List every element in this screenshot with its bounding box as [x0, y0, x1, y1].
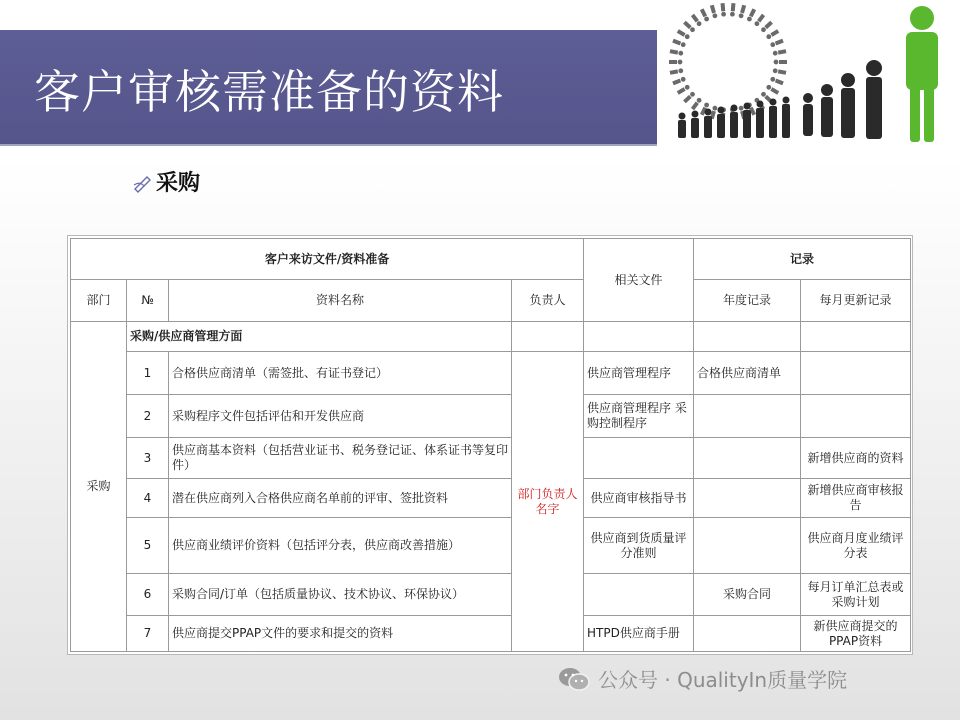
ring-figure-head — [685, 34, 690, 39]
ring-figure-body — [670, 69, 679, 74]
ring-figure-head — [713, 106, 718, 111]
row-figure-head — [744, 103, 751, 110]
header-monthly: 每月更新记录 — [801, 280, 911, 322]
row-related: 供应商审核指导书 — [584, 479, 694, 518]
row-name: 供应商提交PPAP文件的要求和提交的资料 — [169, 616, 512, 652]
row-monthly — [801, 395, 911, 438]
row-figure-body — [717, 114, 725, 138]
table-row — [71, 352, 911, 395]
header-yearly: 年度记录 — [694, 280, 801, 322]
ring-figure-head — [730, 12, 735, 17]
title-band — [0, 30, 657, 146]
row-related — [584, 438, 694, 479]
ring-figure-body — [683, 21, 692, 29]
header-related-docs: 相关文件 — [584, 239, 694, 322]
ring-figure-head — [773, 68, 778, 73]
ring-figure-head — [690, 92, 695, 97]
ring-figure-body — [691, 102, 699, 111]
ring-figure-body — [672, 39, 681, 46]
row-related: 供应商到货质量评分准则 — [584, 518, 694, 574]
ring-figure-body — [700, 8, 707, 17]
row-monthly: 供应商月度业绩评分表 — [801, 518, 911, 574]
blank-cell — [801, 322, 911, 352]
section-label: 采购 — [156, 171, 201, 196]
watermark-text: 公众号 · QualityIn质量学院 — [598, 668, 848, 692]
row-yearly: 合格供应商清单 — [694, 352, 801, 395]
row-figure-body — [704, 116, 712, 138]
ring-figure-head — [755, 21, 760, 26]
ring-figure-head — [766, 34, 771, 39]
row-name: 供应商基本资料（包括营业证书、税务登记证、体系证书等复印件） — [169, 438, 512, 479]
ring-figure-body — [677, 29, 686, 37]
ring-figure-body — [721, 3, 726, 11]
row-name: 采购程序文件包括评估和开发供应商 — [169, 395, 512, 438]
ring-figure-head — [761, 92, 766, 97]
people-growth-logo — [660, 0, 960, 150]
row-figure-body — [756, 108, 764, 138]
table-row — [71, 518, 911, 574]
ring-figure-head — [713, 13, 718, 18]
row-related: HTPD供应商手册 — [584, 616, 694, 652]
blank-cell — [584, 322, 694, 352]
row-related: 供应商管理程序 采购控制程序 — [584, 395, 694, 438]
row-monthly — [801, 352, 911, 395]
row-figure-body — [678, 120, 686, 138]
audit-table — [70, 238, 911, 652]
row-monthly: 每月订单汇总表或采购计划 — [801, 574, 911, 616]
header-records: 记录 — [694, 239, 911, 280]
row-no: 5 — [127, 518, 169, 574]
ring-figure-body — [775, 39, 784, 46]
row-figure-head — [718, 107, 725, 114]
row-figure-body — [730, 112, 738, 138]
row-yearly — [694, 438, 801, 479]
ring-figure-body — [770, 87, 779, 95]
ring-figure-head — [739, 13, 744, 18]
row-figure-head — [692, 111, 699, 118]
ring-figure-body — [677, 87, 686, 95]
row-yearly — [694, 518, 801, 574]
row-no: 7 — [127, 616, 169, 652]
ring-figure-head — [704, 17, 709, 22]
ring-figure-head — [678, 60, 683, 65]
ring-figure-head — [770, 77, 775, 82]
subheading-cell: 采购/供应商管理方面 — [127, 322, 512, 352]
row-figure-body — [691, 118, 699, 138]
ring-figure-body — [731, 3, 736, 11]
row-figure-head — [705, 109, 712, 116]
ring-figure-head — [681, 77, 686, 82]
ring-figure-head — [721, 12, 726, 17]
ring-figure-body — [757, 14, 765, 23]
row-related — [584, 574, 694, 616]
ring-figure-body — [778, 69, 787, 74]
header-client-docs: 客户来访文件/资料准备 — [71, 239, 584, 280]
header-no: № — [127, 280, 169, 322]
ring-figure-body — [710, 5, 716, 14]
ring-figure-head — [761, 27, 766, 32]
row-related: 供应商管理程序 — [584, 352, 694, 395]
row-no: 3 — [127, 438, 169, 479]
dept-cell: 采购 — [71, 322, 127, 652]
header-owner: 负责人 — [512, 280, 584, 322]
pen-icon — [132, 171, 154, 193]
row-monthly: 新增供应商的资料 — [801, 438, 911, 479]
row-figure-body — [782, 104, 790, 138]
row-no: 6 — [127, 574, 169, 616]
ring-figure-head — [766, 85, 771, 90]
table-row — [71, 438, 911, 479]
ring-figure-head — [697, 21, 702, 26]
row-figure-head — [757, 101, 764, 108]
ring-figure-body — [764, 21, 773, 29]
ring-figure-head — [685, 85, 690, 90]
ring-figure-head — [770, 42, 775, 47]
row-figure-head — [731, 105, 738, 112]
row-figure-body — [743, 110, 751, 138]
blank-cell — [694, 322, 801, 352]
table-row — [71, 574, 911, 616]
row-name: 供应商业绩评价资料（包括评分表，供应商改善措施） — [169, 518, 512, 574]
ring-figure-head — [678, 68, 683, 73]
ring-figure-head — [690, 27, 695, 32]
slide-title: 客户审核需准备的资料 — [34, 65, 504, 119]
ring-figure-head — [747, 17, 752, 22]
ring-figure-head — [681, 42, 686, 47]
ring-figure-head — [697, 98, 702, 103]
header-dept: 部门 — [71, 280, 127, 322]
row-no: 2 — [127, 395, 169, 438]
ring-figure-body — [691, 14, 699, 23]
ring-figure-head — [704, 103, 709, 108]
ring-figure-body — [778, 49, 787, 54]
ring-figure-body — [669, 60, 677, 64]
row-yearly — [694, 616, 801, 652]
row-monthly: 新增供应商审核报告 — [801, 479, 911, 518]
document-table — [67, 235, 913, 655]
ring-figure-body — [770, 29, 779, 37]
section-heading — [132, 166, 200, 197]
ring-figure-body — [775, 79, 784, 86]
ring-figure-body — [749, 8, 756, 17]
row-figure-body — [769, 106, 777, 138]
row-yearly — [694, 395, 801, 438]
table-row — [71, 479, 911, 518]
ring-figure-head — [773, 51, 778, 56]
row-monthly: 新供应商提交的PPAP资料 — [801, 616, 911, 652]
blank-cell — [512, 322, 584, 352]
ring-figure-body — [672, 79, 681, 86]
ring-figure-body — [779, 60, 787, 64]
row-figure-head — [770, 99, 777, 106]
row-no: 4 — [127, 479, 169, 518]
table-row — [71, 616, 911, 652]
row-name: 潜在供应商列入合格供应商名单前的评审、签批资料 — [169, 479, 512, 518]
row-yearly: 采购合同 — [694, 574, 801, 616]
row-figure-head — [679, 113, 686, 120]
watermark — [558, 664, 847, 693]
ring-figure-body — [670, 49, 679, 54]
row-name: 采购合同/订单（包括质量协议、技术协议、环保协议） — [169, 574, 512, 616]
ring-figure-head — [678, 51, 683, 56]
row-figure-head — [783, 97, 790, 104]
ring-figure-head — [774, 60, 779, 65]
wechat-icon — [558, 666, 590, 692]
table-row — [71, 395, 911, 438]
ring-figure-body — [683, 95, 692, 103]
row-no: 1 — [127, 352, 169, 395]
row-name: 合格供应商清单（需签批、有证书登记） — [169, 352, 512, 395]
owner-cell: 部门负责人名字 — [512, 352, 584, 652]
header-doc-name: 资料名称 — [169, 280, 512, 322]
ring-figure-body — [740, 5, 746, 14]
ring-figure-head — [739, 106, 744, 111]
row-yearly — [694, 479, 801, 518]
